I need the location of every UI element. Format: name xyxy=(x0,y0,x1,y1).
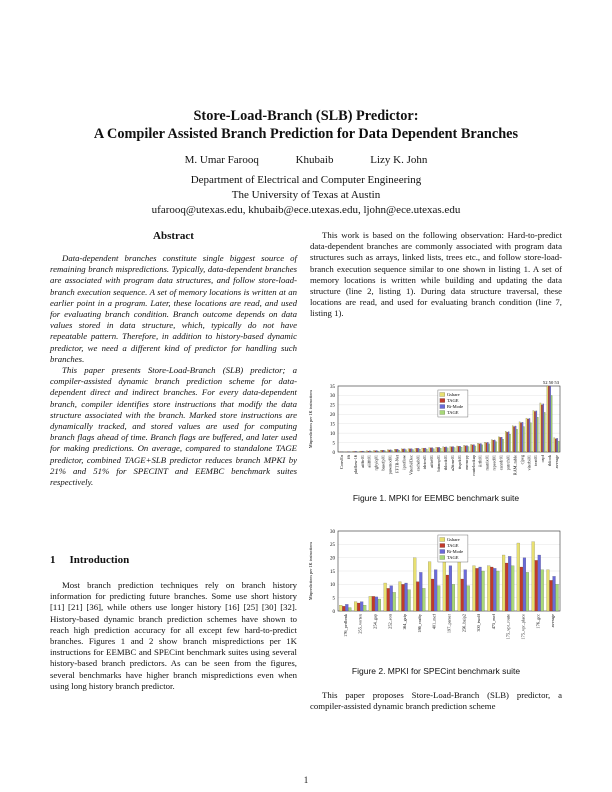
fig2-bar xyxy=(446,575,449,611)
fig1-x-tick-label: bitmnp01 xyxy=(436,455,442,472)
fig2-bar xyxy=(511,566,514,611)
fig2-bar xyxy=(428,562,431,611)
intro-number: 1 xyxy=(50,554,56,566)
fig2-bar xyxy=(523,558,526,611)
fig1-bar xyxy=(482,445,483,452)
fig1-bar xyxy=(544,412,545,452)
fig1-bar xyxy=(491,440,492,452)
fig2-legend-swatch xyxy=(440,544,445,548)
fig1-bar xyxy=(501,437,502,452)
fig1-bar xyxy=(487,442,488,452)
fig1-bar xyxy=(493,440,494,452)
fig1-bar xyxy=(389,450,390,452)
fig2-bar xyxy=(461,579,464,611)
fig1-bar xyxy=(452,447,453,452)
fig1-bar xyxy=(519,422,520,452)
fig1-bar xyxy=(376,450,377,452)
fig1-bar xyxy=(415,448,416,452)
fig1-bar xyxy=(533,411,534,452)
fig1-bar xyxy=(423,448,424,452)
fig2-bar xyxy=(479,567,482,611)
fig1-bar xyxy=(520,423,521,452)
figure-1-chart xyxy=(308,372,564,488)
fig2-legend-swatch xyxy=(440,556,445,560)
fig1-x-tick-label: routelookup xyxy=(470,455,476,476)
affiliation-university: The University of Texas at Austin xyxy=(231,189,381,201)
affiliation-dept: Department of Electrical and Computer Engineering xyxy=(190,174,422,186)
fig2-bar xyxy=(490,567,493,611)
fig2-bar xyxy=(452,584,455,611)
fig1-x-tick-label: viterbi01 xyxy=(526,455,532,471)
fig2-bar xyxy=(431,579,434,611)
fig1-bar xyxy=(411,449,412,452)
fig2-bar xyxy=(408,590,411,611)
fig1-x-tick-label: tblook01 xyxy=(443,455,449,471)
fig1-bar xyxy=(494,440,495,452)
fig1-bar xyxy=(461,447,462,452)
affiliation-emails: ufarooq@utexas.edu, khubaib@ece.utexas.edu, ljohn@ece.utexas.edu xyxy=(151,204,461,216)
fig1-x-tick-label: iirflt01 xyxy=(477,455,483,467)
fig2-bar xyxy=(458,558,461,611)
right-paragraph-2: This paper proposes Store-Load-Branch (SLB) predictor, a compiler-assisted dynamic branch prediction scheme xyxy=(310,690,562,712)
fig2-bar xyxy=(505,563,508,611)
fig1-x-tick-label: aiifft01 xyxy=(366,455,372,468)
fig1-x-tick-label: ipreflow xyxy=(401,455,407,470)
fig2-bar xyxy=(399,582,402,611)
fig2-bar xyxy=(413,558,416,611)
fig1-bar xyxy=(489,444,490,452)
fig2-bar xyxy=(496,571,499,611)
fig1-x-tick-label: basefp01 xyxy=(380,455,386,471)
fig1-bar xyxy=(557,438,558,452)
fig1-bar xyxy=(433,449,434,452)
fig2-legend-label: TAGE xyxy=(446,543,459,548)
fig1-bar xyxy=(550,386,551,452)
fig1-bar xyxy=(530,423,531,452)
fig2-y-tick-label: 25 xyxy=(330,543,335,549)
fig1-bar xyxy=(405,450,406,452)
fig2-x-tick-label: 175_vpr_route xyxy=(505,614,511,640)
fig2-x-tick-label: 176_gcc xyxy=(535,614,541,629)
fig1-bar xyxy=(422,448,423,452)
fig2-bar xyxy=(372,596,375,611)
author-2: Khubaib xyxy=(295,154,334,166)
fig1-x-tick-label: memcpy xyxy=(463,455,469,470)
fig1-bar xyxy=(486,443,487,452)
right-column-text-2 xyxy=(310,690,562,712)
fig2-x-tick-label: 176_perlbmk xyxy=(342,614,348,637)
fig2-bar xyxy=(357,603,360,611)
figure-1 xyxy=(308,372,564,488)
fig2-bar xyxy=(345,604,348,611)
fig1-bar xyxy=(398,450,399,452)
fig1-y-axis-label: Mispredictions per 1K instructions xyxy=(308,389,313,449)
fig1-x-tick-label: ConvEn xyxy=(338,455,344,470)
fig2-bar xyxy=(517,543,520,611)
fig1-bar xyxy=(508,432,509,452)
right-column-text xyxy=(310,230,562,320)
fig1-bar xyxy=(430,448,431,452)
fig1-bar xyxy=(359,451,360,452)
fig2-bar xyxy=(405,583,408,611)
fig1-bar xyxy=(429,448,430,452)
fig2-bar xyxy=(538,555,541,611)
fig1-bar xyxy=(512,426,513,452)
fig1-bar xyxy=(450,447,451,452)
fig1-x-tick-label: pntrch01 xyxy=(505,455,511,471)
fig2-bar xyxy=(520,567,523,611)
fig1-bar xyxy=(355,451,356,452)
fig1-y-tick-label: 15 xyxy=(330,422,335,428)
fig1-bar xyxy=(419,449,420,452)
fig1-bar xyxy=(479,444,480,452)
fig1-bar xyxy=(436,447,437,452)
fig1-x-tick-label: rgbyiq01 xyxy=(373,455,379,471)
fig1-bar xyxy=(522,422,523,452)
fig2-bar xyxy=(354,602,357,611)
fig1-bar xyxy=(470,444,471,452)
fig1-bar xyxy=(509,434,510,452)
fig1-x-tick-label: RAM_table xyxy=(512,455,518,476)
fig1-x-tick-label: ttsprk01 xyxy=(456,455,462,470)
fig2-bar xyxy=(541,570,544,611)
fig1-bar xyxy=(390,450,391,452)
fig1-bar xyxy=(394,449,395,452)
intro-section xyxy=(50,580,297,692)
fig1-bar xyxy=(523,427,524,452)
fig1-bar xyxy=(387,450,388,452)
fig2-bar xyxy=(553,576,556,611)
fig1-bar xyxy=(554,438,555,452)
fig2-y-axis-label: Mispredictions per 1K instructions xyxy=(308,541,313,601)
figure-1-caption: Figure 1. MPKI for EEMBC benchmark suite xyxy=(352,493,520,503)
fig1-bar xyxy=(454,447,455,452)
fig2-bar xyxy=(502,555,505,611)
fig1-bar xyxy=(391,450,392,452)
fig1-bar xyxy=(361,451,362,452)
fig1-bar xyxy=(468,447,469,452)
fig2-y-tick-label: 20 xyxy=(330,556,335,562)
fig2-x-tick-label: 186_crafty xyxy=(416,614,422,633)
fig2-legend-swatch xyxy=(440,550,445,554)
fig2-y-tick-label: 5 xyxy=(332,596,335,602)
fig2-bar xyxy=(508,556,511,611)
fig2-bar xyxy=(416,582,419,611)
fig1-legend-label: TAGE xyxy=(446,398,459,403)
fig1-x-tick-label: FFTR-Net xyxy=(394,455,400,473)
fig1-bar xyxy=(371,451,372,452)
fig1-bar xyxy=(534,411,535,452)
fig1-bar xyxy=(457,446,458,452)
fig2-x-tick-label: 475_mcf xyxy=(490,614,496,630)
fig1-bar xyxy=(548,386,549,452)
paper-title-line1: Store-Load-Branch (SLB) Predictor: xyxy=(193,108,419,124)
fig2-bar xyxy=(526,572,529,611)
intro-title: Introduction xyxy=(69,554,130,566)
fig2-y-tick-label: 10 xyxy=(330,583,335,589)
fig2-x-tick-label: average xyxy=(550,614,556,628)
fig1-bar xyxy=(515,426,516,452)
fig2-y-tick-label: 15 xyxy=(330,569,335,575)
fig2-bar xyxy=(476,568,479,611)
fig2-x-tick-label: 256_bzip2 xyxy=(461,614,467,633)
fig1-bar xyxy=(382,450,383,452)
fig1-bar xyxy=(527,419,528,452)
fig1-bar xyxy=(473,445,474,452)
figure-2 xyxy=(308,525,564,655)
intro-paragraph-1: Most branch prediction techniques rely on branch history information for predicting future branches. Some use short history [11] [21] [36], while others use longer history [16] [25] [30] [32]. History-based dynamic branch prediction schemes have shown to reach high prediction accuracy for all except few hard-to-predict branches. Figures 1 and 2 show branch mispredictions per 1K instructions for EEMBC and SPECint benchmark suites using several history-based branch predictors. As can be seen from the figures, several benchmarks have higher branch mispredictions even when using long history branch predictor. xyxy=(50,580,297,691)
fig2-bar xyxy=(487,566,490,611)
fig2-legend-label: Gshare xyxy=(446,537,460,542)
fig1-bar xyxy=(480,444,481,452)
fig2-x-tick-label: 175_vpr_place xyxy=(520,614,526,640)
fig1-bar xyxy=(465,446,466,452)
author-3: Lizy K. John xyxy=(370,154,428,166)
fig1-bar xyxy=(555,439,556,452)
fig1-x-tick-label: idctrn01 xyxy=(422,455,428,470)
fig2-legend-swatch xyxy=(440,538,445,542)
fig1-bar xyxy=(432,448,433,452)
fig1-y-tick-label: 0 xyxy=(332,450,335,456)
fig1-legend-label: TAGE xyxy=(446,410,459,415)
fig1-bar xyxy=(401,449,402,452)
fig1-bar xyxy=(354,451,355,452)
fig1-bar xyxy=(352,451,353,452)
fig1-bar xyxy=(426,449,427,452)
page-number: 1 xyxy=(303,775,309,785)
fig2-bar xyxy=(402,584,405,611)
fig1-bar xyxy=(440,448,441,452)
fig2-bar xyxy=(449,566,452,611)
fig2-bar xyxy=(434,570,437,611)
fig1-bar xyxy=(475,446,476,452)
fig1-bar xyxy=(505,431,506,452)
fig2-bar xyxy=(342,606,345,611)
fig1-bar xyxy=(364,451,365,452)
fig1-y-tick-label: 5 xyxy=(332,441,335,447)
fig1-bar xyxy=(397,449,398,452)
fig1-bar xyxy=(373,450,374,452)
fig2-legend-label: TAGE xyxy=(446,555,459,560)
fig1-bar xyxy=(437,447,438,452)
fig1-bar xyxy=(412,450,413,452)
fig1-bar xyxy=(502,439,503,452)
fig1-bar xyxy=(439,447,440,452)
fig1-x-tick-label: matrix01 xyxy=(484,455,490,471)
fig1-y-tick-label: 30 xyxy=(330,394,335,400)
fig2-bar xyxy=(464,570,467,611)
fig1-bar xyxy=(416,448,417,452)
fig2-x-tick-label: 401_mcf xyxy=(431,614,437,630)
fig1-bar xyxy=(404,449,405,452)
fig1-bar xyxy=(447,448,448,452)
fig2-bar xyxy=(339,605,342,611)
fig1-y-tick-label: 35 xyxy=(330,384,335,390)
fig1-bar xyxy=(451,447,452,452)
fig1-x-tick-label: ospf xyxy=(540,455,546,463)
fig1-legend-label: Gshare xyxy=(446,392,460,397)
fig2-bar xyxy=(535,560,538,611)
fig2-bar xyxy=(363,605,366,611)
fig1-y-tick-label: 10 xyxy=(330,431,335,437)
fig1-x-tick-label: puwmod01 xyxy=(387,455,393,475)
fig1-bar xyxy=(369,451,370,452)
fig1-bar xyxy=(458,446,459,452)
fig1-bar xyxy=(408,449,409,452)
fig2-bar xyxy=(378,599,381,611)
fig1-bar xyxy=(444,447,445,452)
fig1-bar xyxy=(507,432,508,452)
fig1-bar xyxy=(443,447,444,452)
fig1-x-tick-label: rspeed01 xyxy=(491,455,497,471)
figure-2-chart xyxy=(308,525,564,655)
fig2-bar xyxy=(422,588,425,611)
fig1-bar xyxy=(547,386,548,452)
fig1-bar xyxy=(541,405,542,452)
fig1-x-tick-label: average xyxy=(554,455,560,469)
fig1-x-tick-label: tblook xyxy=(547,455,553,466)
author-list xyxy=(0,154,612,166)
fig1-bar xyxy=(529,418,530,452)
fig1-bar xyxy=(402,449,403,452)
fig2-bar xyxy=(387,588,390,611)
fig1-bar xyxy=(472,445,473,452)
figure-2-caption: Figure 2. MPKI for SPECint benchmark suite xyxy=(351,666,521,676)
fig1-x-tick-label: cacheb01 xyxy=(415,455,421,472)
fig2-bar xyxy=(532,542,535,611)
fig1-bar xyxy=(484,442,485,452)
fig1-y-tick-label: 25 xyxy=(330,403,335,409)
fig1-legend-swatch xyxy=(440,405,445,409)
fig2-bar xyxy=(375,597,378,611)
fig2-y-tick-label: 0 xyxy=(332,609,335,615)
fig2-x-tick-label: 252_eon xyxy=(387,614,393,629)
fig1-bar xyxy=(536,411,537,452)
fig2-legend-label: Bi-Mode xyxy=(446,549,464,554)
fig1-bar xyxy=(500,437,501,452)
fig1-legend-label: Bi-Mode xyxy=(446,404,464,409)
fig1-bar xyxy=(537,417,538,452)
fig2-x-tick-label: 255_vortex xyxy=(357,614,363,634)
right-paragraph-1: This work is based on the following observation: Hard-to-predict data-dependent branches are commonly associated with program data structures such as arrays, linked lists, trees etc., and follow store-load-branch execution sequence similar to one shown in listing 1. A set of memory locations is written while building and updating the data structure (line 2, listing 1). During data structure traversal, these locations are read, and used for evaluating branch condition (line 7, listing 1). xyxy=(310,230,562,319)
fig2-bar xyxy=(473,566,476,611)
fig1-bar xyxy=(368,451,369,452)
fig1-bar xyxy=(543,404,544,452)
fig1-bar xyxy=(366,451,367,452)
fig2-y-tick-label: 30 xyxy=(330,529,335,535)
fig1-bar xyxy=(498,437,499,452)
fig1-x-tick-label: Viterbi/Dec xyxy=(408,455,414,476)
fig2-bar xyxy=(393,592,396,611)
fig1-x-tick-label: a2time01 xyxy=(449,455,455,471)
fig1-bar xyxy=(516,429,517,452)
fig1-x-tick-label: text01 xyxy=(533,455,539,466)
fig1-x-tick-label: cjpeg xyxy=(519,455,525,465)
paper-title-line2: A Compiler Assisted Branch Prediction for Data Dependent Branches xyxy=(93,126,519,142)
abstract-paragraph-1: Data-dependent branches constitute single biggest source of remaining branch mispredictions. Typically, data-dependent branches are associated with program data structures, and follow store-load-branch execution sequence. A set of memory locations is written at an earlier point in a program. Later, these locations are read, and used for evaluating branch condition. Branch outcome depends on data values stored in data structure, which, typically do not have repeatable pattern. Therefore, in addition to history-based dynamic predictor, we need a different kind of predictor for handling such branches. xyxy=(50,253,297,364)
fig2-x-tick-label: 197_parser xyxy=(446,614,452,634)
fig1-bar xyxy=(425,448,426,452)
fig2-bar xyxy=(437,586,440,611)
fig1-x-tick-label: pktflow-16 xyxy=(352,455,358,475)
fig1-bar xyxy=(496,442,497,452)
fig2-x-tick-label: 164_gzip xyxy=(402,614,408,630)
abstract-section xyxy=(50,230,297,488)
fig1-bar xyxy=(378,451,379,452)
author-1: M. Umar Farooq xyxy=(184,154,259,166)
fig2-bar xyxy=(556,584,559,611)
fig2-bar xyxy=(369,596,372,611)
fig1-bar xyxy=(459,446,460,452)
intro-heading xyxy=(50,554,129,566)
fig2-bar xyxy=(360,602,363,611)
fig1-bar xyxy=(409,449,410,452)
fig1-bar xyxy=(540,403,541,452)
fig2-bar xyxy=(384,583,387,611)
fig1-bar xyxy=(385,451,386,452)
abstract-paragraph-2: This paper presents Store-Load-Branch (SLB) predictor; a compiler-assisted dynamic branch prediction scheme for data-dependent direct and indirect branches. For every data-dependent branch, compiler identifies store instructions that modify the data structure associated with the branch. Marked store instructions are dynamically tracked, and stored values are used for computing branch flags ahead of time. Branch flags are buffered, and later used for making predictions. On average, compared to standalone TAGE predictor, combined TAGE+SLB predictor reduces branch MPKI by 21% and 51% for SPECINT and EEMBC benchmark suites respectively. xyxy=(50,365,297,488)
fig2-x-tick-label: 300_twolf xyxy=(476,614,482,632)
fig1-legend-swatch xyxy=(440,411,445,415)
fig1-x-tick-label: canrdr01 xyxy=(498,455,504,471)
fig1-bar xyxy=(362,451,363,452)
fig1-bar xyxy=(466,446,467,452)
fig1-x-tick-label: aifirf01 xyxy=(429,455,435,468)
fig2-bar xyxy=(493,568,496,611)
fig2-bar xyxy=(348,608,351,611)
fig1-bar xyxy=(418,448,419,452)
fig1-bar xyxy=(477,443,478,452)
fig1-x-tick-label: fft xyxy=(345,455,351,459)
fig2-bar xyxy=(390,586,393,611)
fig2-bar xyxy=(550,580,553,611)
fig1-bar xyxy=(526,418,527,452)
fig2-bar xyxy=(443,562,446,611)
abstract-heading: Abstract xyxy=(153,230,194,242)
fig1-bar xyxy=(446,447,447,452)
fig2-bar xyxy=(547,570,550,611)
fig1-bar xyxy=(558,441,559,452)
fig1-bar xyxy=(463,445,464,452)
fig2-bar xyxy=(419,572,422,611)
fig2-x-tick-label: 254_gap xyxy=(372,614,378,629)
fig1-bar xyxy=(551,395,552,452)
fig1-bar xyxy=(383,450,384,452)
fig1-bar xyxy=(513,427,514,452)
fig1-bar xyxy=(380,450,381,452)
fig2-bar xyxy=(467,586,470,611)
fig1-legend-swatch xyxy=(440,393,445,397)
fig1-x-tick-label: aifftr01 xyxy=(359,455,365,468)
fig1-overflow-label: 52 50 53 xyxy=(542,380,559,385)
fig2-bar xyxy=(482,571,485,611)
fig1-y-tick-label: 20 xyxy=(330,413,335,419)
fig1-bar xyxy=(375,451,376,452)
fig1-legend-swatch xyxy=(440,399,445,403)
fig1-bar xyxy=(396,449,397,452)
